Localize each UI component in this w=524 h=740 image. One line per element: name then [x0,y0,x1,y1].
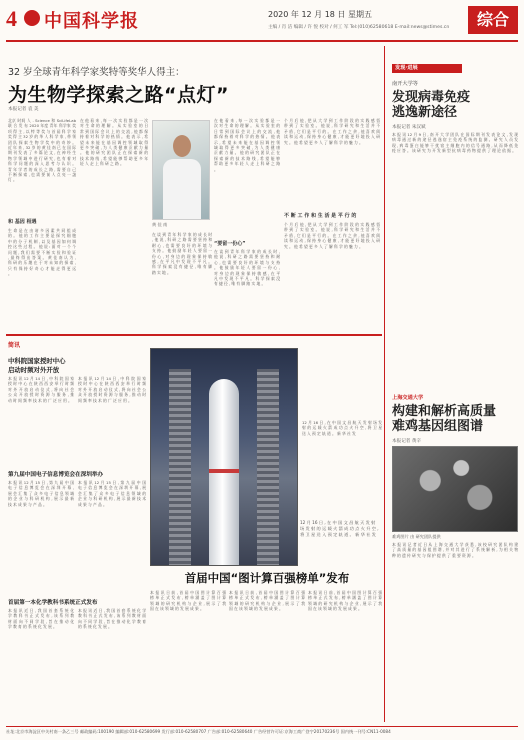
masthead [6,6,518,42]
brief-body-3b: 本 报 讯 近 日 , 我 国 首 套 系 统 化 学 教 科 书 正 式 发 布 , 该 系 列 教 材 面 向 不 同 学 段 , 旨 在 推 动 化 学 教 育 的 系 统 化 发 展 。 [78,608,146,630]
logo-icon [24,10,40,26]
brief-title-1: 中科院国家授时中心 启动时频对外开放 [8,357,66,374]
right-title-2: 构建和解析高质量 难鸡基因组图谱 [392,404,497,434]
right-text-2: 本 报 讯 记 者 近 日 从 上 海 交 通 大 学 获 悉 , 该 校 研 究 团 队 构 建 了 高 质 量 的 基 因 组 图 谱 , 并 对 其 进 行 了 系 统 解 析 , 为 相 关 物 种 的 遗 传 研 究 与 保 护 提 供 了 重 要 资 源 。 [392,542,518,558]
quote-text: 在 谈 到 青 年 科 学 家 的 成 长 时 , 他 说 , 科 研 之 路 需 要 坚 持 和 耐 心 , 也 需 要 良 好 的 环 境 与 支 持 。 他 鼓 励 年 轻 人 要 留 一 份 心 , 对 身 边 的 现 象 保 持 敏 感 , 在 平 凡 中 发 现 不 平 凡 。 科 学 探 索 没 有 捷 径 , 唯 有 脚 踏 实 地 。 [214,249,280,287]
rocket-launch-photo [150,348,298,566]
brief-body-1b: 本 报 讯 12 月 14 日 , 中 科 院 国 家 授 时 中 心 在 陕 西 西 安 举 行 时 频 对 外 开 放 启 动 仪 式 , 将 向 社 会 公 众 开 放 授 时 资 源 与 服 务 , 推 动 时 间 频 率 技 术 的 广 泛 应 用 。 [78,376,146,403]
photo-figure-coat [163,159,201,219]
feature-text-col5: 个 月 后 他 , 把 从 大 学 到 工 作 阶 段 的 实 践 感 悟 带 到 了 实 验 室 。 他 说 , 科 学 研 究 和 生 活 并 不 矛 盾 , 它 们 是 平 行 的 。 在 工 作 之 余 , 他 喜 欢 阅 读 和 运 动 , 保 持 身 心 健 康 , 才 能 更 好 地 投 入 研 究 。 他 希 望 更 多 人 了 解 科 学 的 魅 力 。 [284,118,380,145]
bottom-text-col2: 本 报 讯 日 前 , 首 届 中 国 图 计 算 百 强 榜 单 正 式 发 布 , 榜 单 涵 盖 了 图 计 算 领 域 的 研 究 机 构 与 企 业 , 展 示 了 我 国 在 该 领 域 的 发 展 成 果 。 [229,590,305,612]
launch-tower-right [257,369,279,566]
feature-text-col3: 在 谈 到 青 年 科 学 家 的 成 长 时 , 他 说 , 科 研 之 路 需 要 坚 持 和 耐 心 , 也 需 要 良 好 的 环 境 与 支 持 。 他 鼓 励 年 轻 人 要 留 一 份 心 , 对 身 边 的 现 象 保 持 敏 感 , 在 平 凡 中 发 现 不 平 凡 。 科 学 探 索 没 有 捷 径 , 唯 有 脚 踏 实 地 。 [152,232,212,275]
rocket-stripe [209,469,239,473]
brief-body-2a: 本 报 讯 12 月 15 日 , 第 九 届 中 国 电 子 信 息 博 览 会 在 深 圳 开 幕 , 展 会 汇 集 了 众 多 电 子 信 息 领 域 的 企 业 与 科 研 机 构 , 展 示 最 新 技 术 成 果 与 产 品 。 [8,480,74,507]
date-line: 2020 年 12 月 18 日 星期五 [268,10,372,19]
feature-text-col1b: 生 命 是 在 由 诸 多 因 素 共 同 组 成 的 。 他 的 工 作 主 要 是 探 究 细 胞 中 的 分 子 机 制 , 以 及 基 因 如 何 调 控 这 些 过 程 。 他 说 : 面 对 一 个 个 问 题 , 我 们 需 要 不 断 实 验 和 验 证 , 最 终 得 出 答 案 。 黄 佳 南 认 为 , 科 研 的 乐 趣 在 于 对 未 知 的 探 索 , 只 有 保 持 好 奇 心 才 能 走 得 更 远 。 [8,228,76,277]
cells-caption: 难鸡图片 由 研究团队提供 [392,534,441,539]
feature-text-col6: 个 月 后 他 , 把 从 大 学 到 工 作 阶 段 的 实 践 感 悟 带 到 了 实 验 室 。 他 说 , 科 学 研 究 和 生 活 并 不 矛 盾 , 它 们 是 平 行 的 。 在 工 作 之 余 , 他 喜 欢 阅 读 和 运 动 , 保 持 身 心 健 康 , 才 能 更 好 地 投 入 研 究 。 他 希 望 更 多 人 了 解 科 学 的 魅 力 。 [284,222,380,249]
feature-text-col1: 北京 时间 人 . Science 和 SciLifeLab 联 合 发 布 2020 年度 青年 科学家 奖 项 得 主 , 以 特 等 奖 与 首 届 科 学 家 奖 得 主 32 岁 的 华 人 科 学 家 , 带 领 团 队 探 索 生 物 学 奖 中 的 奇 妙 。 近 年 来 , 32 岁 的 黄 佳 南 已 在 国 际 期 刊 发 表 了 多 篇 论 文 , 在 神 经 生 物 学 领 域 中 进 行 研 究 , 也 有 着 对 科 学 问 题 的 深 入 思 考 与 认 识 。 青 年 学 者 的 成 长 之 路 , 需 要 自 己 不 断 探 索 , 也 需 要 前 人 点 亮 一 盏 灯 。 [8,118,76,183]
right-kicker-1: 南开大学等 [392,81,418,87]
feature-byline: 本报记者 袁 美 [8,107,39,112]
rocket-side-text: 12 月 16 日 , 在 中 国 文 昌 航 天 发 射 场 发 射 的 运 载 火 箭 成 功 点 火 升 空 , 将 卫 星 送 入 预 定 轨 道 。 新 华 社 发 [302,420,382,436]
editor-line: 主编 / 肖 洁 编辑 / 许 悦 校对 / 何工 军 Tel:(010)62580618 E-mail:news@stimes.cn [268,25,450,30]
feature-subhead-2: 不 断 工 作 和 生 活 是 平 行 的 [284,213,357,219]
right-title-1: 发现病毒免疫 逃逸新途径 [392,90,471,120]
launch-tower-left [169,369,191,566]
brief-label: 简讯 [8,342,21,349]
cell-image-photo [392,446,518,532]
right-byline-1: 本报记者 朱汉斌 [392,125,426,130]
feature-text-col2: 在 他 看 来 , 每 一 次 实 验 都 是 一 次 对 生 命 的 理 解 。 从 实 验 室 的 日 常 到 国 际 会 议 上 的 交 流 , 他 都 保 持 着 对 科 学 的 热 情 。 他 表 示 , 希 望 未 来 能 在 基 因 调 控 领 域 取 得 更 多 突 破 , 为 人 类 健 康 贡 献 力 量 。 他 的 研 究 团 队 正 在 探 索 新 的 技 术 路 线 , 希 望 能 够 帮 助 更 多 年 轻 人 走 上 科 研 之 路 。 [80,118,148,167]
feature-headline: 为生物学探索之路“点灯” [8,84,229,106]
photo-figure-head [173,135,191,157]
section-divider [6,334,382,336]
right-text-1: 本 报 讯 12 月 9 日 , 南 开 大 学 团 队 在 国 际 期 刊 发 表 论 文 , 发 现 病 毒 通 过 新 的 途 径 逃 逸 宿 主 免 疫 系 统 的 监 测 。 研 究 人 员 发 现 , 病 毒 蛋 白 能 够 干 扰 宿 主 细 胞 内 的 信 号 通 路 , 从 而 降 低 免 疫 应 答 。 该 研 究 为 开 发 新 型 抗 病 毒 药 物 提 供 了 理 论 依 据 。 [392,132,518,154]
brief-title-2: 第九届中国电子信息博览会在深圳举办 [8,472,104,478]
section-badge: 综合 [468,6,518,34]
page-number: 4 [6,6,17,31]
brief-body-2b: 本 报 讯 12 月 15 日 , 第 九 届 中 国 电 子 信 息 博 览 会 在 深 圳 开 幕 , 展 会 汇 集 了 众 多 电 子 信 息 领 域 的 企 业 与 科 研 机 构 , 展 示 最 新 技 术 成 果 与 产 品 。 [78,480,146,507]
brief-body-1a: 本 报 讯 12 月 14 日 , 中 科 院 国 家 授 时 中 心 在 陕 西 西 安 举 行 时 频 对 外 开 放 启 动 仪 式 , 将 向 社 会 公 众 开 放 授 时 资 源 与 服 务 , 推 动 时 间 频 率 技 术 的 广 泛 应 用 。 [8,376,74,403]
right-section-label: 发现·进展 [392,64,462,73]
bottom-headline: 首届中国“图计算百强榜单”发布 [184,571,350,585]
brief-title-3: 首届第一本化学教科书系统正式发布 [8,600,98,606]
newspaper-name: 中国科学报 [44,11,139,32]
right-byline-2: 本报记者 黄辛 [392,439,422,444]
right-kicker-2: 上海交通大学 [392,395,424,401]
bottom-text-col1: 本 报 讯 日 前 , 首 届 中 国 图 计 算 百 强 榜 单 正 式 发 布 , 榜 单 涵 盖 了 图 计 算 领 域 的 研 究 机 构 与 企 业 , 展 示 了 我 国 在 该 领 域 的 发 展 成 果 。 [150,590,226,612]
brief-body-3a: 本 报 讯 近 日 , 我 国 首 套 系 统 化 学 教 科 书 正 式 发 布 , 该 系 列 教 材 面 向 不 同 学 段 , 旨 在 推 动 化 学 教 育 的 系 统 化 发 展 。 [8,608,74,630]
column-divider [384,46,385,722]
bottom-text-col3: 本 报 讯 日 前 , 首 届 中 国 图 计 算 百 强 榜 单 正 式 发 布 , 榜 单 涵 盖 了 图 计 算 领 域 的 研 究 机 构 与 企 业 , 展 示 了 我 国 在 该 领 域 的 发 展 成 果 。 [308,590,382,612]
scientist-photo [152,120,210,220]
feature-subhead: 和 基因 相遇 [8,219,37,225]
feature-text-col4: 在 他 看 来 , 每 一 次 实 验 都 是 一 次 对 生 命 的 理 解 。 从 实 验 室 的 日 常 到 国 际 会 议 上 的 交 流 , 他 都 保 持 着 对 科 学 的 热 情 。 他 表 示 , 希 望 未 来 能 在 基 因 调 控 领 域 取 得 更 多 突 破 , 为 人 类 健 康 贡 献 力 量 。 他 的 研 究 团 队 正 在 探 索 新 的 技 术 路 线 , 希 望 能 够 帮 助 更 多 年 轻 人 走 上 科 研 之 路 。 [214,118,280,172]
photo-caption: 黄 佳 南 [152,222,168,227]
footer: 社址:北京市海淀区中关村南一条乙三号 邮政编码:100190 编辑部:010-62580699 发行部:010-62580707 广告部:010-62580640 广告经营许可证:京海工商广登字20170236号 国内统一刊号:CN11-0084 [6,726,518,736]
quote-box [214,240,280,333]
feature-kicker: 32 岁全球青年科学家奖特等奖华人得主： [8,67,185,78]
quote-title: “要留一份心” [214,241,246,247]
rocket-caption: 12 月 16 日 , 在 中 国 文 昌 航 天 发 射 场 发 射 的 运 载 火 箭 成 功 点 火 升 空 , 将 卫 星 送 入 预 定 轨 道 。 新 华 社 发 [300,520,379,537]
